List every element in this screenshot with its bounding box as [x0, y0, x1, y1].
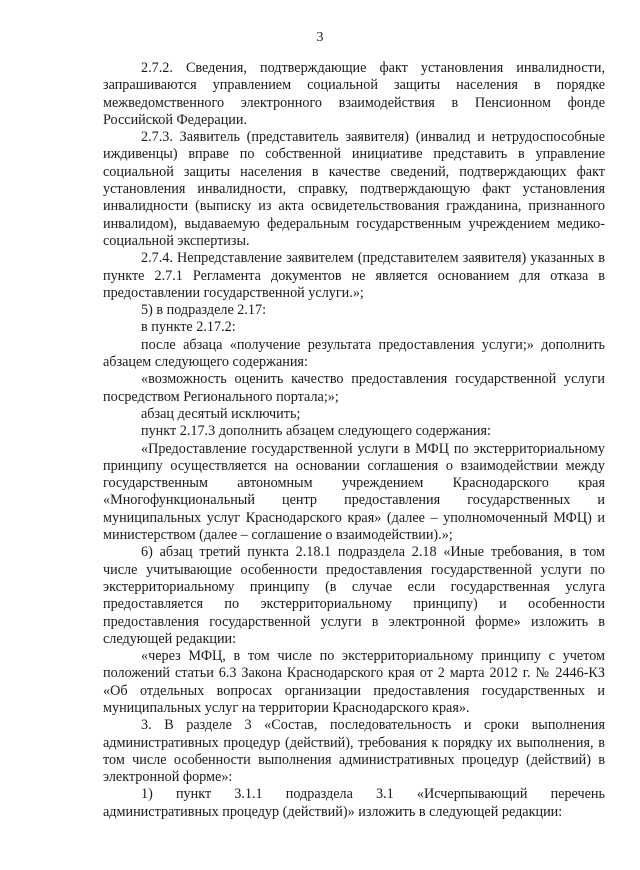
paragraph-point-2-17-3: пункт 2.17.3 дополнить абзацем следующего содержания: [141, 423, 491, 440]
paragraph-item-6: 6) абзац третий пункта 2.18.1 подраздела 2.18 «Иные требования, в том числе учитывающие особенности предоставления государственной услуги по экстерриториальному принципу (в случае если государственная услуга предоставляется по экстерриториальному принципу) и особенности предоставления государственной услуги в электронной форме» изложить в следующей редакции: [103, 544, 605, 647]
paragraph-quote-via-mfc: «через МФЦ, в том числе по экстерриториальному принципу с учетом положений статьи 6.3 Закона Краснодарского края от 2 марта 2012 г. № 2446-КЗ «Об отдельных вопросах организации предоставления государственных и муниципальных услуг на территории Краснодарского края». [103, 648, 605, 716]
document-body [103, 60, 605, 821]
paragraph-2-7-4: 2.7.4. Непредставление заявителем (представителем заявителя) указанных в пункте 2.7.1 Регламента документов не является основанием для отказа в предоставлении государственной услуги.»; [103, 250, 605, 301]
paragraph-item-5: 5) в подразделе 2.17: [141, 302, 267, 319]
page-number: 3 [316, 30, 324, 45]
paragraph-2-7-3: 2.7.3. Заявитель (представитель заявителя) (инвалид и нетрудоспособные иждивенцы) вправе по собственной инициативе представить в управление социальной защиты населения в качестве сведений, подтверждающих факт установления инвалидности, справку, подтверждающую факт установления инвалидности (выписку из акта освидетельствования гражданина, признанного инвалидом), выдаваемую федеральным государственным учреждением медико-социальной экспертизы. [103, 129, 605, 249]
paragraph-quote-mfc: «Предоставление государственной услуги в МФЦ по экстерриториальному принципу осуществляется на основании соглашения о взаимодействии между государственным автономным учреждением Краснодарского края «Многофункциональный центр предоставления государственных и муниципальных услуг Краснодарского края» (далее – уполномоченный МФЦ) и министерством (далее – соглашение о взаимодействии).»; [103, 440, 605, 544]
paragraph-quote-quality: «возможность оценить качество предоставления государственной услуги посредством Регионального портала;»; [103, 371, 605, 405]
paragraph-item-1-point-3-1-1: 1) пункт 3.1.1 подраздела 3.1 «Исчерпывающий перечень административных процедур (действий)» изложить в следующей редакции: [103, 786, 605, 820]
paragraph-exclude-tenth: абзац десятый исключить; [141, 405, 301, 422]
paragraph-2-7-2: 2.7.2. Сведения, подтверждающие факт установления инвалидности, запрашиваются управлением социальной защиты населения в порядке межведомственного электронного взаимодействия в Пенсионном фонде Российской Федерации. [103, 60, 605, 128]
paragraph-after-abzac: после абзаца «получение результата предоставления услуги;» дополнить абзацем следующего содержания: [103, 336, 605, 371]
paragraph-section-3: 3. В разделе 3 «Состав, последовательность и сроки выполнения административных процедур (действий), требования к порядку их выполнения, в том числе особенности выполнения административных процедур (действий) в электронной форме»: [103, 717, 605, 786]
paragraph-point-2-17-2: в пункте 2.17.2: [141, 319, 236, 336]
